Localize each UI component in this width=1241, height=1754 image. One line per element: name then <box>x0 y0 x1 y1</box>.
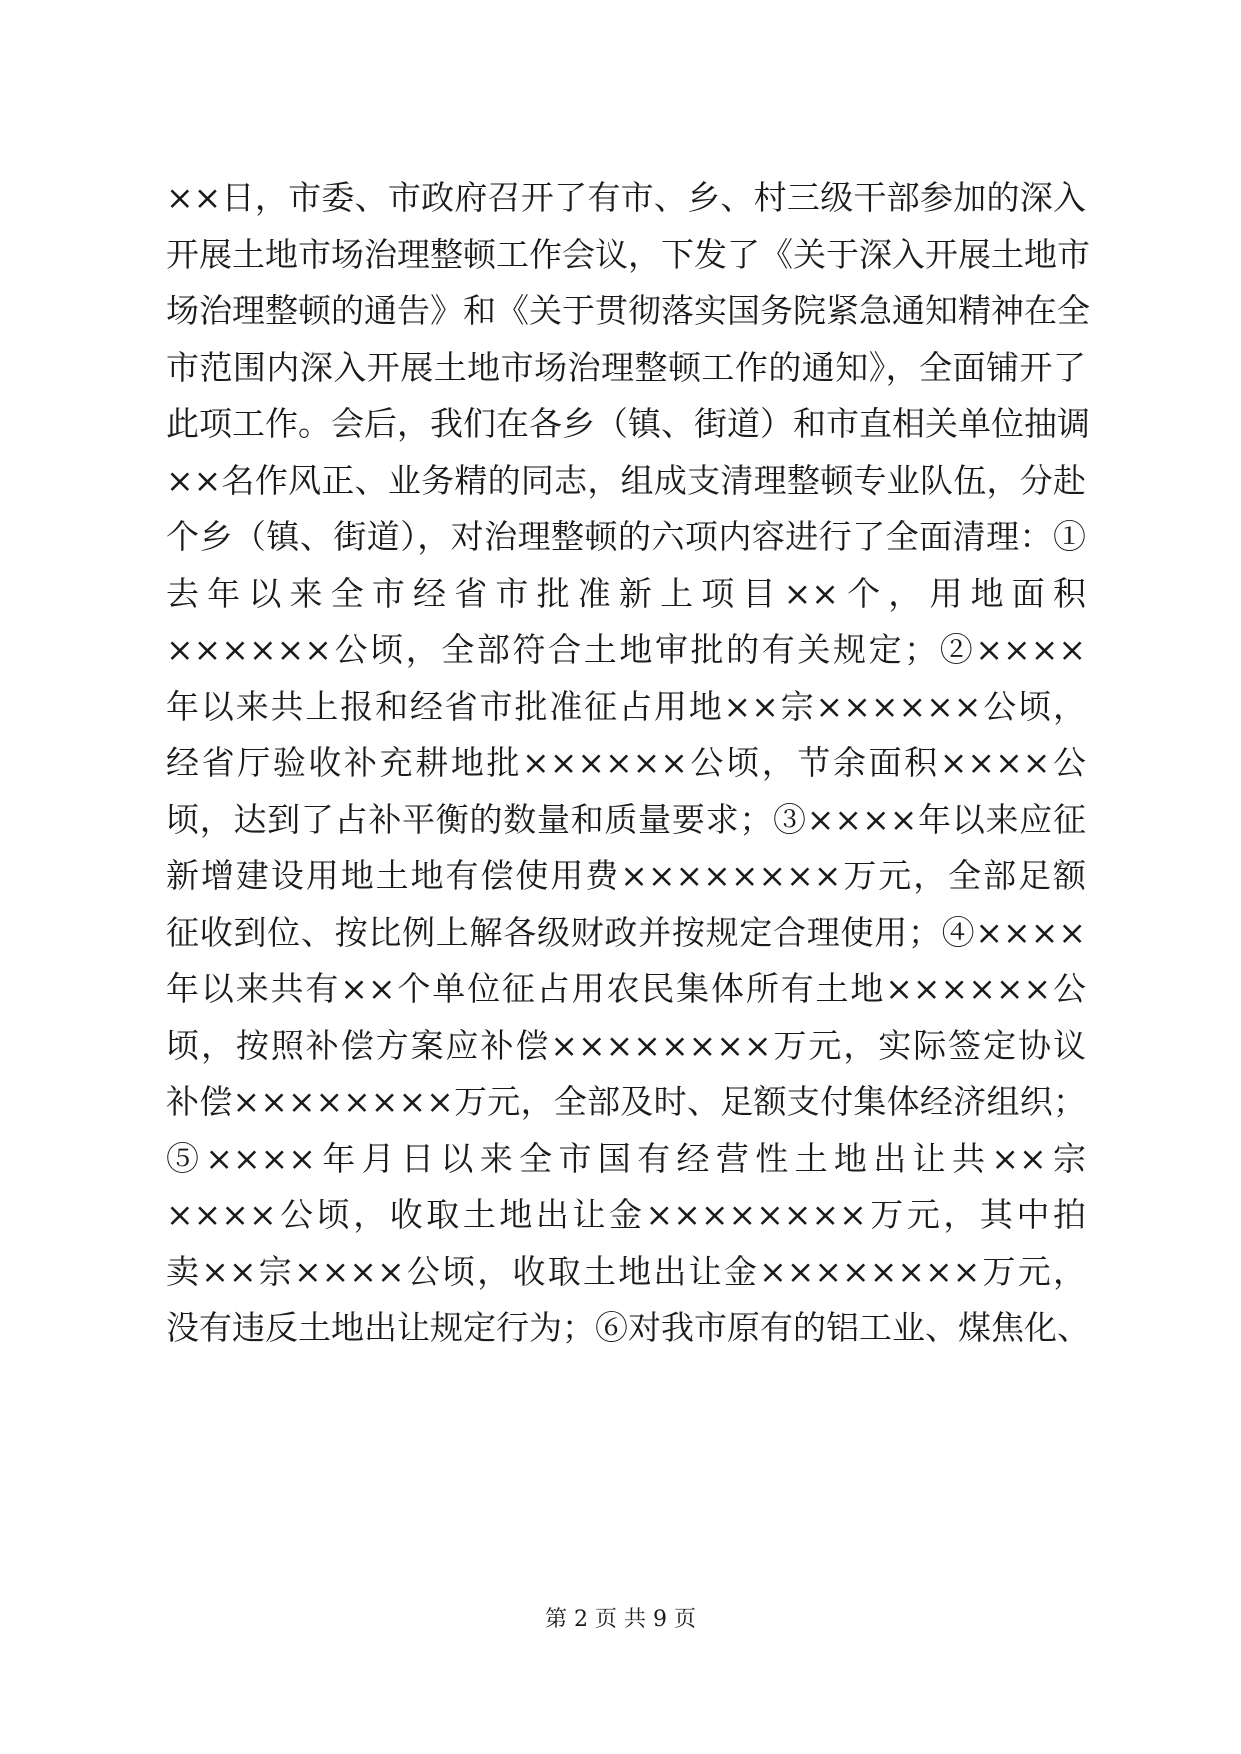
text-line: 经省厅验收补充耕地批××××××公顷，节余面积××××公 <box>166 743 1086 782</box>
page-footer: 第 2 页 共 9 页 <box>545 1607 696 1632</box>
text-line: 征收到位、按比例上解各级财政并按规定合理使用；④×××× <box>166 912 1086 952</box>
text-line: ⑤××××年月日以来全市国有经营性土地出让共××宗 <box>166 1138 1086 1178</box>
text-line: ××××公顷，收取土地出让金××××××××万元，其中拍 <box>166 1195 1086 1234</box>
text-line: 顷，达到了占补平衡的数量和质量要求；③××××年以来应征 <box>166 799 1086 839</box>
text-line: 新增建设用地土地有偿使用费××××××××万元，全部足额 <box>166 856 1086 895</box>
text-line: 年以来共有××个单位征占用农民集体所有土地××××××公 <box>166 969 1086 1008</box>
text-line: 个乡（镇、街道），对治理整顿的六项内容进行了全面清理：① <box>166 517 1086 556</box>
text-line: 卖××宗××××公顷，收取土地出让金××××××××万元， <box>166 1251 1086 1291</box>
text-line: ××名作风正、业务精的同志，组成支清理整顿专业队伍，分赴 <box>166 460 1086 500</box>
text-line: 去年以来全市经省市批准新上项目××个，用地面积 <box>166 573 1086 613</box>
text-line: 开展土地市场治理整顿工作会议，下发了《关于深入开展土地市 <box>166 234 1090 274</box>
text-line: 顷，按照补偿方案应补偿××××××××万元，实际签定协议 <box>166 1025 1086 1065</box>
text-line: 场治理整顿的通告》和《关于贯彻落实国务院紧急通知精神在全 <box>166 291 1090 330</box>
text-line: 年以来共上报和经省市批准征占用地××宗××××××公顷， <box>166 686 1086 726</box>
text-line: 市范围内深入开展土地市场治理整顿工作的通知》，全面铺开了 <box>166 347 1086 387</box>
text-line: 此项工作。会后，我们在各乡（镇、街道）和市直相关单位抽调 <box>166 404 1090 443</box>
text-line: ××××××公顷，全部符合土地审批的有关规定；②×××× <box>166 630 1086 669</box>
text-line: 没有违反土地出让规定行为；⑥对我市原有的铝工业、煤焦化、 <box>166 1308 1090 1347</box>
text-line: 补偿××××××××万元，全部及时、足额支付集体经济组织； <box>166 1082 1086 1121</box>
text-line: ××日，市委、市政府召开了有市、乡、村三级干部参加的深入 <box>166 178 1086 217</box>
